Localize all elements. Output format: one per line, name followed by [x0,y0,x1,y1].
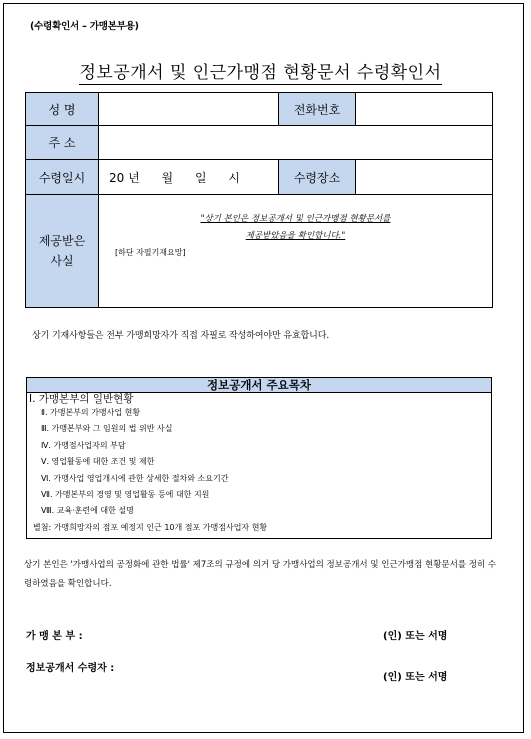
header-note: (수령확인서 – 가맹본부용) [30,21,139,32]
toc-item: Ⅲ. 가맹본부와 그 임원의 법 위반 사실 [41,424,173,434]
fact-label: 제공받은 사실 [26,195,99,308]
toc-item: 별첨: 가맹희망자의 점포 예정지 인근 10개 점포 가맹점사업자 현황 [33,522,268,532]
handwrite-note: [하단 자필기재요망] [115,248,186,257]
franchisor-signature[interactable]: (인) 또는 서명 [383,631,448,642]
franchisor-label: 가 맹 본 부 : [26,631,83,642]
received-date-field[interactable] [99,160,279,195]
toc-item: Ⅴ. 영업활동에 대한 조건 및 제한 [41,457,155,467]
place-field[interactable] [356,160,493,195]
toc-item: Ⅱ. 가맹본부의 가맹사업 현황 [41,408,141,417]
name-label: 성 명 [26,93,99,126]
name-field[interactable] [99,93,279,126]
fact-quote [99,211,492,245]
toc-box [26,377,492,539]
recipient-label: 정보공개서 수령자 : [26,663,115,674]
fact-quote-line1: "상기 본인은 정보공개서 및 인근가맹점 현황문서를 [200,214,391,224]
phone-label: 전화번호 [279,93,356,126]
toc-heading: 정보공개서 주요목차 [27,378,491,393]
confirmation-paragraph: 상기 본인은 '가맹사업의 공정화에 관한 법률' 제7조의 규정에 의거 당 가맹사업의 정보공개서 및 인근가맹점 현황문서를 정히 수령하였음을 확인합니다. [24,560,497,589]
title-text: 정보공개서 및 인근가맹점 현황문서 수령확인서 [79,63,442,83]
place-label: 수령장소 [279,160,356,195]
fact-quote-line2: 제공받았음을 확인합니다." [245,231,346,241]
phone-field[interactable] [356,93,493,126]
toc-item: Ⅳ. 가맹점사업자의 부담 [41,440,126,450]
toc-item: Ⅰ. 가맹본부의 일반현황 [29,393,134,405]
document-title [0,58,521,83]
received-date-label: 수령일시 [26,160,99,195]
date-month: 월 [161,170,174,185]
toc-item: Ⅶ. 가맹본부의 경영 및 영업활동 등에 대한 지원 [41,489,210,499]
validity-notice: 상기 기재사항들은 전부 가맹희망자가 직접 자필로 작성하여야만 유효합니다. [32,331,330,341]
address-label: 주 소 [26,126,99,160]
toc-item: Ⅷ. 교육·훈련에 대한 설명 [41,506,134,516]
recipient-signature[interactable]: (인) 또는 서명 [383,672,448,683]
fact-field[interactable] [99,195,493,308]
date-hour: 시 [228,170,240,185]
date-day: 일 [194,170,207,185]
date-year: 20 년 [109,170,140,185]
address-field[interactable] [99,126,493,160]
receipt-form [25,92,493,308]
toc-item: Ⅵ. 가맹사업 영업개시에 관한 상세한 절차와 소요기간 [41,473,229,483]
